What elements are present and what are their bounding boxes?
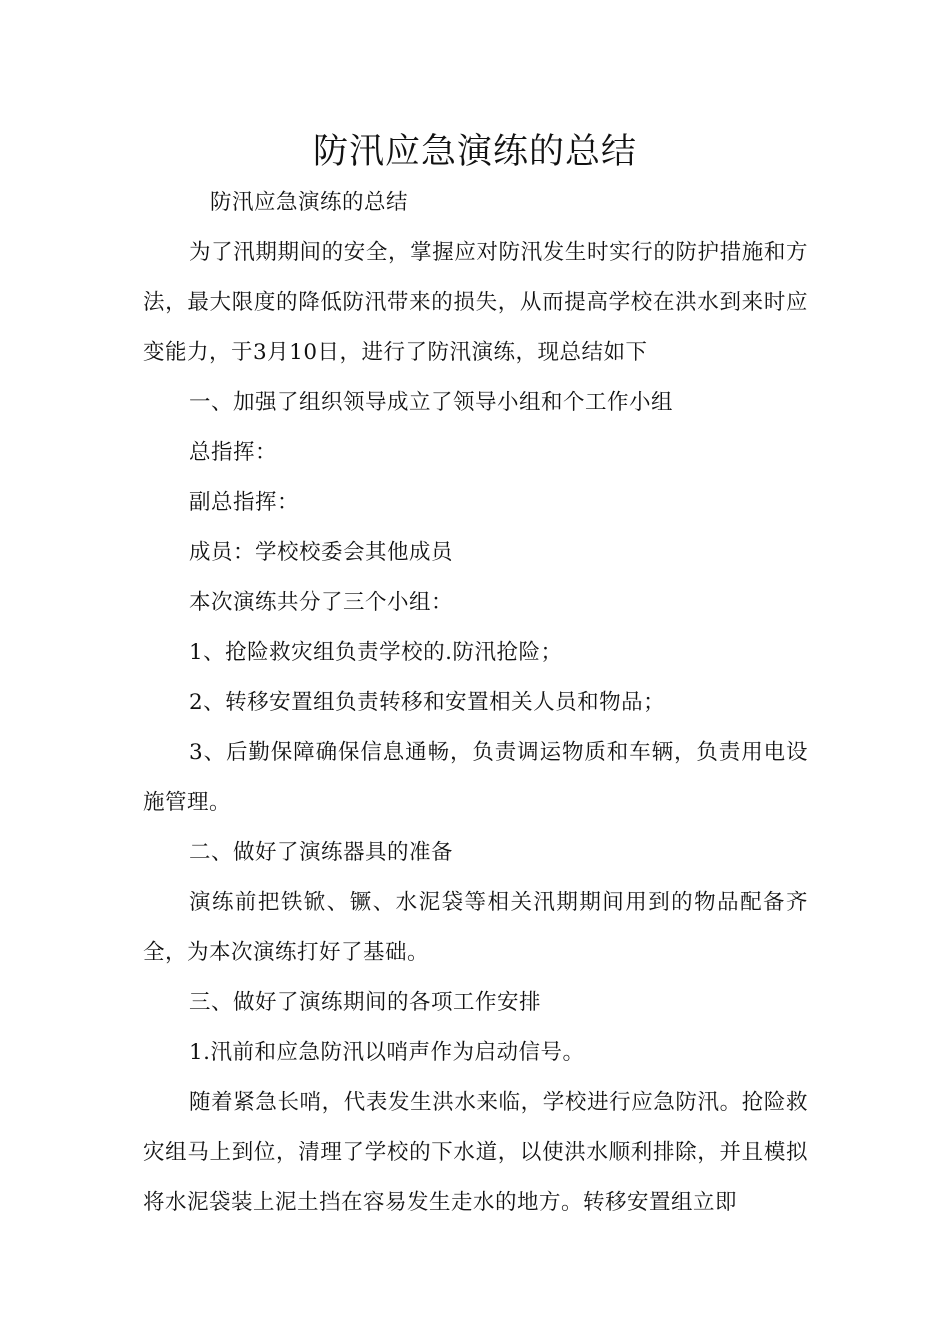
subtitle-paragraph: 防汛应急演练的总结 <box>210 190 409 215</box>
group-item-logistics: 3、后勤保障确保信息通畅，负责调运物质和车辆，负责用电设施管理。 <box>143 740 808 815</box>
document-body <box>143 178 808 1228</box>
section-heading-organization: 一、加强了组织领导成立了领导小组和个工作小组 <box>189 390 674 415</box>
signal-line: 1.汛前和应急防汛以哨声作为启动信号。 <box>189 1040 585 1065</box>
equipment-paragraph: 演练前把铁锨、镢、水泥袋等相关汛期期间用到的物品配备齐全，为本次演练打好了基础。 <box>143 890 808 965</box>
intro-paragraph: 为了汛期期间的安全，掌握应对防汛发生时实行的防护措施和方法，最大限度的降低防汛带来的损失，从而提高学校在洪水到来时应变能力，于3月10日，进行了防汛演练，现总结如下 <box>143 240 808 365</box>
section-heading-equipment: 二、做好了演练器具的准备 <box>189 840 454 865</box>
group-item-relocation: 2、转移安置组负责转移和安置相关人员和物品； <box>189 690 666 715</box>
group-item-rescue: 1、抢险救灾组负责学校的.防汛抢险； <box>189 640 563 665</box>
drill-process-paragraph: 随着紧急长哨，代表发生洪水来临，学校进行应急防汛。抢险救灾组马上到位，清理了学校的下水道，以使洪水顺利排除，并且模拟将水泥袋装上泥土挡在容易发生走水的地方。转移安置组立即 <box>143 1090 808 1215</box>
commander-line: 总指挥： <box>189 440 278 465</box>
document-title: 防汛应急演练的总结 <box>312 132 637 172</box>
members-line: 成员：学校校委会其他成员 <box>189 540 454 565</box>
section-heading-arrangements: 三、做好了演练期间的各项工作安排 <box>189 990 542 1015</box>
deputy-commander-line: 副总指挥： <box>189 490 300 515</box>
groups-intro-line: 本次演练共分了三个小组： <box>189 590 454 615</box>
